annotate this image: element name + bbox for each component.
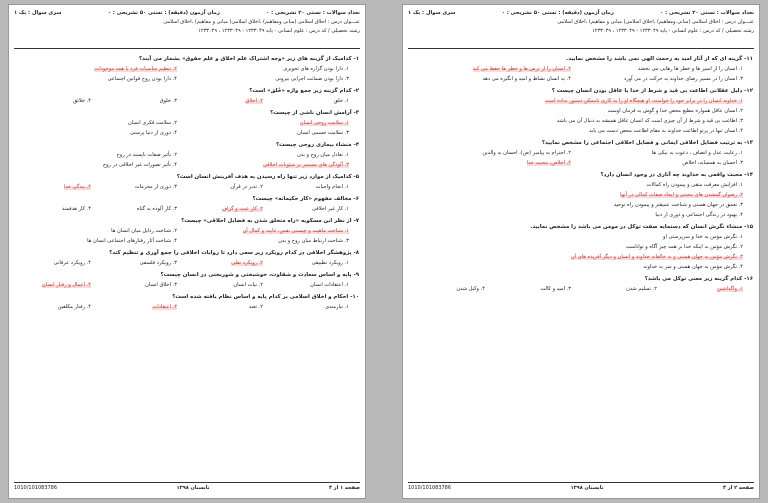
option-text: ۲. تدبر در قرآن <box>230 184 263 190</box>
question-text: ۱۳- به ترتیب فضایل اخلاقی ایمانی و فضایل اخلاقی اجتماعی را مشخص نمایید؟ <box>541 140 753 146</box>
exam-header <box>14 9 360 49</box>
exam-footer <box>14 482 360 493</box>
option-text: ۲. تسلیم شدن <box>626 286 657 292</box>
answer-option <box>101 96 187 106</box>
question-block <box>409 275 753 294</box>
option-text: ۴. انسان تنها در پرتو اطاعت خداوند به مقام اطاعت محض دست می یابد <box>589 128 743 134</box>
option-text: ۲. سلامت فکری انسان <box>128 120 177 126</box>
answer-option <box>15 302 101 312</box>
option-text: ۴. به انسان نشاط و امید و انگیزه می دهد <box>482 76 571 82</box>
option-text: ۱. واگذاشتن <box>716 286 743 292</box>
exam-header <box>408 9 754 49</box>
option-text: ۲. تنظیم مناسبات فرد با همه موجودات <box>94 66 177 72</box>
option-text: ۲. نگرش مؤمن به اینکه خدا بر همه چیز آگاه و تواناست <box>625 244 743 250</box>
answer-options <box>15 258 359 268</box>
answer-option <box>581 64 753 74</box>
question-block <box>15 109 359 138</box>
question-count: نعداد سوالات : تستی ۲۰ تشریحی : ۰ <box>266 10 360 16</box>
answer-option <box>273 204 359 214</box>
question-block <box>409 223 753 272</box>
option-text: ۴. شناخت آثار رفتارهای اجتماعی انسان ها <box>87 238 177 244</box>
page-number: صفحه ۲ از ۴ <box>722 485 754 491</box>
question-text: ۱۱- گزینه ای که از آثار امید به رحمت الهی نمی باشد را مشخص نمایید. <box>566 56 753 62</box>
exam-code: 1010/101083786 <box>14 485 58 491</box>
answer-option <box>409 116 753 126</box>
course-title: عنـــوان درس : اخلاق اسلامی (مبانی ومفاهیم) ،اخلاق اسلامی( مبانی و مفاهیم) ،اخلاق اسلامی <box>557 19 754 25</box>
option-text: ۱. شناخت ماهیت و چیستی نفس، غایت و کمال آن <box>242 228 349 234</box>
correct-answer-option <box>409 64 581 74</box>
option-text: ۱. نیازمندی <box>325 304 349 310</box>
answer-options <box>409 64 753 84</box>
question-text: ۹- پایه و اساس سعادت و شقاوت، خوشبختی و شوربختی در انسان چیست؟ <box>160 272 359 278</box>
answer-option <box>581 284 667 294</box>
option-text: ۱. انسان را از اسیر ها و خطر ها رهایی می بخشد <box>638 66 743 72</box>
correct-answer-option <box>15 182 101 192</box>
correct-answer-option <box>187 160 359 170</box>
answer-option <box>101 182 187 192</box>
answer-options <box>15 150 359 170</box>
option-text: ۴. اخلاص، محبت خدا <box>526 160 571 166</box>
question-text: ۵- کدامیک از موارد زیر تنها راه رسیدن به هدف آفرینش انسان است؟ <box>176 174 359 180</box>
answer-options <box>15 118 359 138</box>
answer-option <box>409 200 753 210</box>
option-text: ۱. تعادل میان روح و بدن <box>297 152 349 158</box>
correct-answer-option <box>187 96 273 106</box>
option-text: ۴. رفتار مکلفین <box>57 304 91 310</box>
answer-option <box>409 232 753 242</box>
option-text: ۳. دارا بودن ضمانت اجرایی بیرونی <box>275 76 349 82</box>
answer-option <box>273 280 359 290</box>
exam-page-2 <box>402 4 760 499</box>
option-text: ۳. اعتقادات <box>152 304 177 310</box>
option-text: ۴. رویکرد عرفانی <box>53 260 91 266</box>
exam-duration: زمان آزمون (دقیقه) : تستی ۵۰ تشریحی : ۰ <box>501 10 614 16</box>
option-text: ۳. سلامت جسمی انسان <box>297 130 349 136</box>
exam-session: تابستان ۱۳۹۸ <box>176 485 210 491</box>
option-text: ۳. احسان به همسایه، اخلاص <box>682 160 743 166</box>
option-text: ۴. خلائق <box>73 98 91 104</box>
correct-answer-option <box>409 158 581 168</box>
answer-option <box>273 182 359 192</box>
option-text: ۳. خلوق <box>159 98 177 104</box>
option-text: ۱. خلق <box>333 98 349 104</box>
option-text: ۳. اخلاق انسان <box>145 282 177 288</box>
answer-option <box>409 242 753 252</box>
answer-option <box>409 180 753 190</box>
answer-option <box>15 258 101 268</box>
option-text: ۲. انسان عاقل همواره مطیع محض خدا و گوش به فرمان اوست <box>607 108 743 114</box>
question-block <box>15 55 359 84</box>
question-block <box>15 141 359 170</box>
answer-option <box>15 74 187 84</box>
option-text: ۲. تعبد <box>248 304 263 310</box>
question-text: ۱۰- احکام و اخلاق اسلامی بر کدام پایه و اساس نظام یافته شده است؟ <box>172 294 359 300</box>
option-text: ۱. دارا بودن گزاره های تجویزی <box>283 66 349 72</box>
option-text: ۴. نگرش مؤمن به جهان هستی و سر به خداوند <box>643 264 743 270</box>
correct-answer-option <box>15 280 101 290</box>
exam-duration: زمان آزمون (دقیقه) : تستی ۵۰ تشریحی : ۰ <box>107 10 220 16</box>
answer-option <box>187 280 273 290</box>
field-code: رشته تحصیلی / کد درس : علوم انسانی - پایه ۱۲۳۳۰۴۹ - ۱۲۳۳۰۴۹ ، ۱۲۳۳۰۴۹ <box>198 28 360 34</box>
questions-list <box>409 55 753 480</box>
answer-option <box>409 262 753 272</box>
question-text: ۷- از نظر ابن مسکویه «راه متخلق شدن به فضایل اخلاقی» چیست؟ <box>181 218 359 224</box>
option-text: ۳. شناخت ارتباط میان روح و بدن <box>278 238 349 244</box>
question-text: ۱- کدامیک از گزینه های زیر «وجه اشتراک علم اخلاق و علم حقوق» بشمار می آیند؟ <box>138 56 359 62</box>
answer-option <box>187 182 273 192</box>
answer-option <box>273 302 359 312</box>
question-text: ۱۶- کدام گزینه زیر معنی توکل می باشد؟ <box>644 276 753 282</box>
question-block <box>15 217 359 246</box>
option-text: ۳. دوری از محرمات <box>134 184 177 190</box>
correct-answer-option <box>187 226 359 236</box>
answer-option <box>409 284 495 294</box>
option-text: ۲. شناخت رذایل میان انسان ها <box>111 228 177 234</box>
option-text: ۳. امید و کالت <box>540 286 571 292</box>
question-count: نعداد سوالات : تستی ۲۰ تشریحی : ۰ <box>660 10 754 16</box>
course-title: عنـــوان درس : اخلاق اسلامی (مبانی ومفاهیم) ،اخلاق اسلامی( مبانی و مفاهیم) ،اخلاق اسلامی <box>163 19 360 25</box>
answer-option <box>15 160 187 170</box>
question-text: ۳- آرامش انسان ناشی از چیست؟ <box>270 110 359 116</box>
question-block <box>15 249 359 268</box>
option-text: ۴. وکیل شدن <box>456 286 485 292</box>
correct-answer-option <box>187 258 273 268</box>
answer-option <box>187 150 359 160</box>
answer-option <box>581 148 753 158</box>
option-text: ۱. انجام واجبات <box>315 184 349 190</box>
correct-answer-option <box>409 96 753 106</box>
answer-option <box>15 128 187 138</box>
answer-options <box>15 204 359 214</box>
answer-option <box>187 74 359 84</box>
correct-answer-option <box>409 252 753 262</box>
question-block <box>409 171 753 220</box>
option-text: ۲. کار عبث و گزاف <box>221 206 263 212</box>
question-block <box>15 87 359 106</box>
answer-option <box>273 96 359 106</box>
answer-options <box>15 302 359 312</box>
option-text: ۳. اطاعت بی قید و شرط از آن چیزی است که انسان عاقل همیشه به دنبال آن می باشد <box>556 118 743 124</box>
answer-option <box>15 204 101 214</box>
answer-option <box>15 226 187 236</box>
field-code: رشته تحصیلی / کد درس : علوم انسانی - پایه ۱۲۳۳۰۴۹ - ۱۲۳۳۰۴۹ ، ۱۲۳۳۰۴۹ <box>592 28 754 34</box>
correct-answer-option <box>187 204 273 214</box>
option-text: ۱. کار غیر اخلاقی <box>312 206 349 212</box>
question-block <box>409 87 753 136</box>
answer-option <box>101 280 187 290</box>
question-block <box>409 139 753 168</box>
answer-options <box>15 226 359 246</box>
option-text: ۲. اخلاق <box>245 98 263 104</box>
question-text: ۲- کدام گزینه زیر جمع واژه «خُلق» است؟ <box>249 88 359 94</box>
exam-page-1 <box>8 4 366 499</box>
question-series: سری سوال : یک ۱ <box>408 10 456 16</box>
option-text: ۱. خداوند انسان را در برابر خود را خواسته، او هیچگاه او را به کاری ناممکن دستور نداده است <box>544 98 743 104</box>
answer-option <box>409 106 753 116</box>
answer-option <box>15 118 187 128</box>
option-text: ۲. رویکرد نقلی <box>231 260 263 266</box>
option-text: ۱. نگرش مؤمن به خدا و سرپرستی او <box>662 234 743 240</box>
correct-answer-option <box>101 302 187 312</box>
answer-option <box>409 210 753 220</box>
answer-options <box>409 148 753 168</box>
option-text: ۴. تأثیر تصورات غیر اخلاقی در روح <box>102 162 177 168</box>
answer-option <box>409 148 581 158</box>
option-text: ۲. تأثیر صفات ناپسند در روح <box>116 152 177 158</box>
answer-option <box>187 236 359 246</box>
option-text: ۳. رویکرد فلسفی <box>139 260 177 266</box>
option-text: ۳. آلودگی های مستمر بر شئونات اخلاقی <box>262 162 349 168</box>
answer-option <box>409 126 753 136</box>
option-text: ۳. تعمق در جهان هستی و شناخت عمیقتر و پیمودن راه توحید <box>613 202 743 208</box>
answer-option <box>15 236 187 246</box>
question-block <box>15 293 359 312</box>
answer-options <box>15 182 359 192</box>
option-text: ۴. دوری از دنیا پرستی <box>130 130 177 136</box>
option-text: ۱. اعتقادات انسان <box>310 282 349 288</box>
page-number: صفحه ۱ از ۴ <box>328 485 360 491</box>
option-text: ۱. رعایت عدل و انصاف ، دعوت به نیکی ها <box>651 150 743 156</box>
answer-option <box>15 150 187 160</box>
question-series: سری سوال : یک ۱ <box>14 10 62 16</box>
option-text: ۲. احترام به پیامبر (ص)، احسان به والدین <box>482 150 571 156</box>
option-text: ۳. نگرش مؤمن به جهان هستی و به خالقانه خداوند و انسان و دیگر آفریده های آن <box>570 254 743 260</box>
option-text: ۴. دارا بودن روح قوانین اجتماعی <box>107 76 177 82</box>
option-text: ۱. افزایش معرفت متقی و پیمودن راه کمالات <box>646 182 743 188</box>
questions-list <box>15 55 359 480</box>
option-text: ۳. کار آلوده به گناه <box>136 206 177 212</box>
answer-option <box>273 258 359 268</box>
option-text: ۳. انسان را در مسیر رضای خداوند به حرکت در می آورد <box>623 76 743 82</box>
answer-options <box>15 96 359 106</box>
option-text: ۴. بندگی خدا <box>63 184 91 190</box>
answer-option <box>581 158 753 168</box>
correct-answer-option <box>667 284 753 294</box>
answer-option <box>101 258 187 268</box>
answer-option <box>187 128 359 138</box>
answer-option <box>187 302 273 312</box>
option-text: ۱. سلامت روحی انسان <box>299 120 349 126</box>
question-block <box>15 195 359 214</box>
question-text: ۶- مخالف مفهوم «کار حکیمانه» چیست؟ <box>252 196 359 202</box>
answer-option <box>409 74 581 84</box>
answer-option <box>187 64 359 74</box>
option-text: ۲. نیات انسان <box>233 282 263 288</box>
answer-options <box>409 96 753 136</box>
question-text: ۱۵- منشاء نگرش انسان که دستمایه صفت توکل در مومن می باشد را مشخص نمایید. <box>530 224 753 230</box>
answer-option <box>581 74 753 84</box>
correct-answer-option <box>409 190 753 200</box>
correct-answer-option <box>187 118 359 128</box>
exam-code: 1010/101083786 <box>408 485 452 491</box>
question-block <box>15 173 359 192</box>
question-text: ۸- پژوهشگر اخلاقی در کدام رویکرد زیر سعی دارد تا روایات اخلاقی را جمع آوری و تنظیم کند؟ <box>109 250 359 256</box>
option-text: ۲. رضوان گمشدن های محبتی و ایجاد صفات کمالی در آنها <box>620 192 743 198</box>
answer-options <box>409 284 753 294</box>
question-text: ۴- منشاء بیماری روحی چیست؟ <box>276 142 359 148</box>
question-text: ۱۲- دلیل عقلانی اطاعت بی قید و شرط از خدا یا عاقل بودن انسان چیست ؟ <box>551 88 753 94</box>
option-text: ۱. رویکرد تطبیقی <box>311 260 349 266</box>
correct-answer-option <box>15 64 187 74</box>
answer-options <box>409 232 753 272</box>
answer-option <box>101 204 187 214</box>
option-text: ۴. کار هدفمند <box>62 206 91 212</box>
option-text: ۴. اعمال و رفتار انسان <box>41 282 91 288</box>
option-text: ۴. بهبود در زندگی اجتماعی و دوری از دنیا <box>655 212 743 218</box>
answer-option <box>495 284 581 294</box>
question-text: ۱۴- محبت واقعی به خداوند چه آثاری در وجود انسان دارد؟ <box>600 172 753 178</box>
option-text: ۲. انسان را از ترس ها و خطر ها حفظ می کند <box>472 66 571 72</box>
answer-options <box>15 280 359 290</box>
exam-session: تابستان ۱۳۹۸ <box>570 485 604 491</box>
answer-options <box>15 64 359 84</box>
question-block <box>409 55 753 84</box>
question-block <box>15 271 359 290</box>
answer-option <box>15 96 101 106</box>
exam-footer <box>408 482 754 493</box>
answer-options <box>409 180 753 220</box>
